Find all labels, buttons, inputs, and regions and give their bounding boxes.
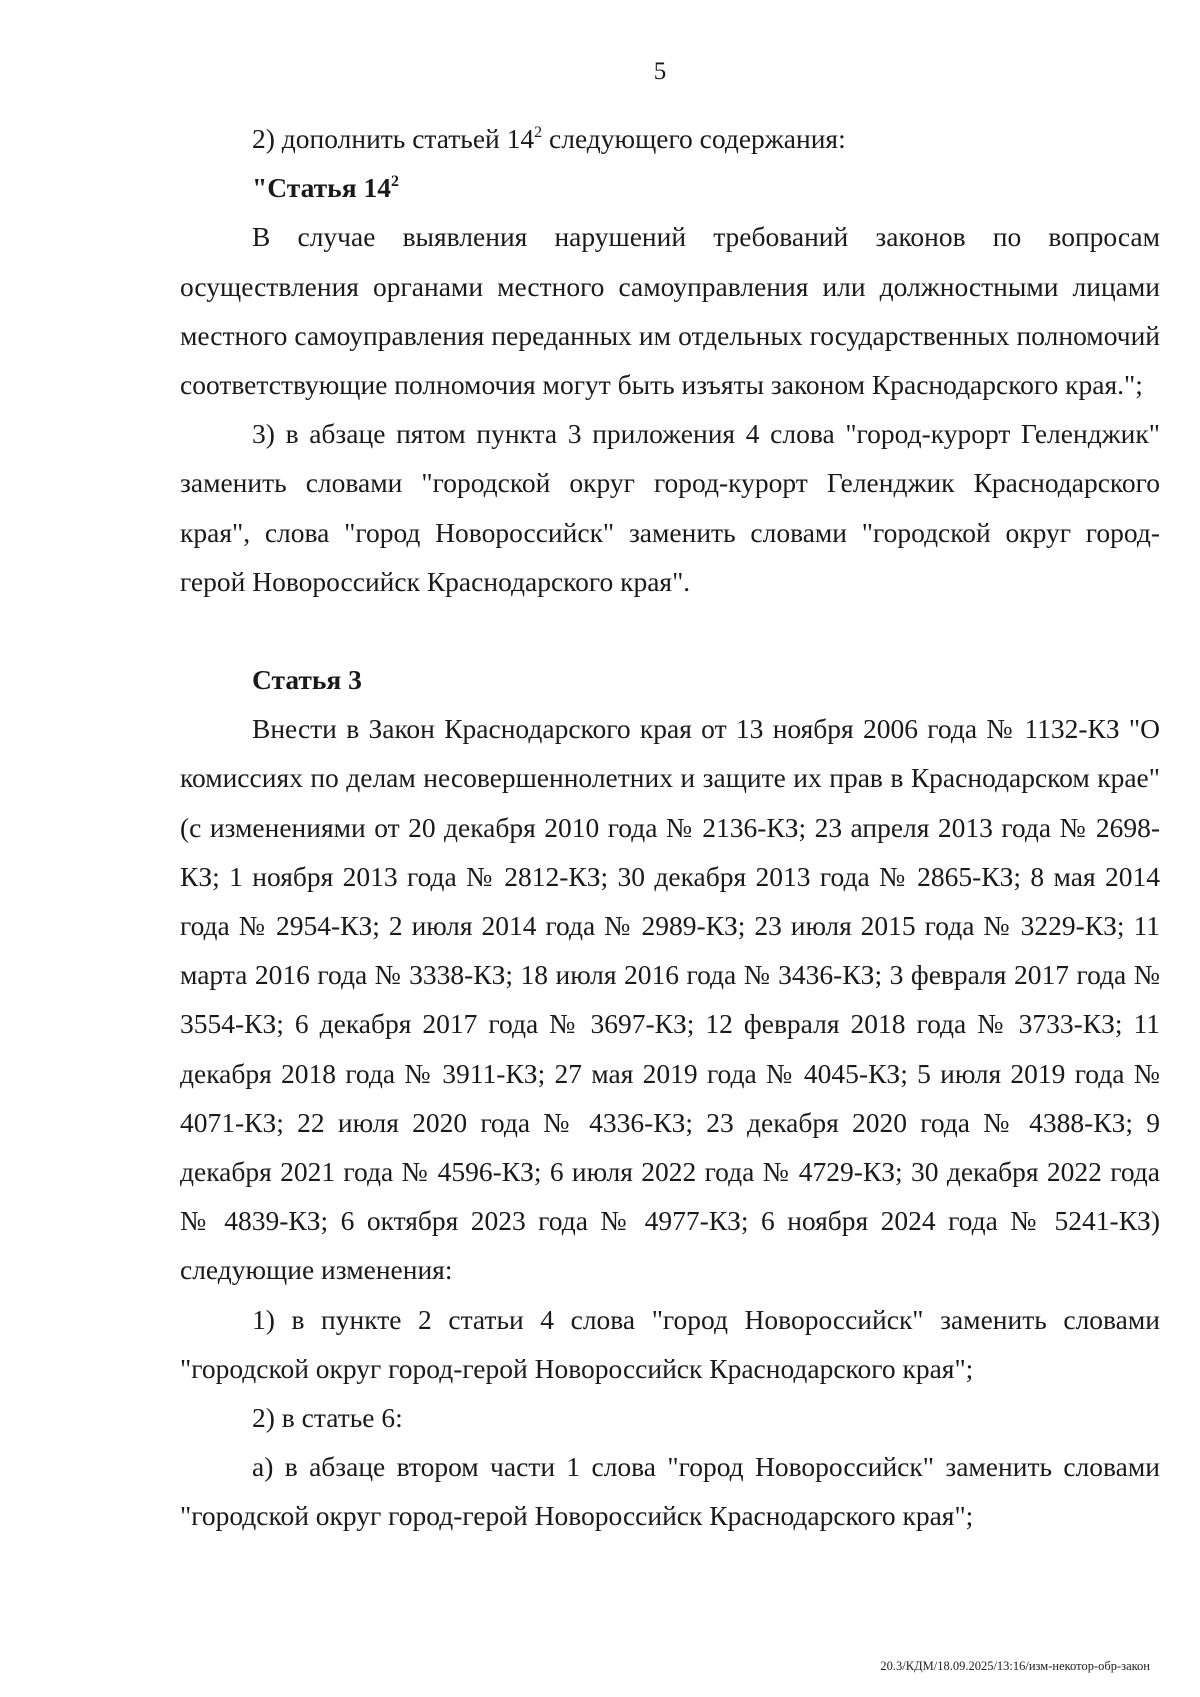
article-3-item-2: 2) в статье 6:: [252, 1402, 403, 1434]
document-body: [180, 114, 1160, 1541]
amendment-item-2-tail: следующего содержания:: [542, 123, 846, 154]
article-14-2-heading-sup: 2: [390, 173, 399, 191]
article-3-item-1: 1) в пункте 2 статьи 4 слова "город Новороссийск" заменить словами "городской округ город-герой Новороссийск Краснодарского края";: [180, 1303, 1160, 1384]
document-footer-code: 20.3/КДМ/18.09.2025/13:16/изм-некотор-обр-закон: [880, 1659, 1150, 1673]
amendment-item-3: 3) в абзаце пятом пункта 3 приложения 4 слова "город-курорт Геленджик" заменить словами "городской округ город-курорт Геленджик Краснодарского края", слова "город Новороссийск" заменить словами "городской округ город-герой Новороссийск Краснодарского края".: [180, 418, 1160, 597]
page-number: 5: [653, 58, 667, 85]
amendment-item-2-text: 2) дополнить статьей 14: [252, 123, 535, 154]
article-14-2-heading: [180, 163, 1160, 212]
article-3-intro: Внести в Закон Краснодарского края от 13 ноября 2006 года № 1132-КЗ "О комиссиях по делам несовершеннолетних и защите их прав в Краснодарском крае" (с изменениями от 20 декабря 2010 года № 2136-КЗ; 23 апреля 2013 года № 2698-КЗ; 1 ноября 2013 года № 2812-КЗ; 30 декабря 2013 года № 2865-КЗ; 8 мая 2014 года № 2954-КЗ; 2 июля 2014 года № 2989-КЗ; 23 июля 2015 года № 3229-КЗ; 11 марта 2016 года № 3338-КЗ; 18 июля 2016 года № 3436-КЗ; 3 февраля 2017 года № 3554-КЗ; 6 декабря 2017 года № 3697-КЗ; 12 февраля 2018 года № 3733-КЗ; 11 декабря 2018 года № 3911-КЗ; 27 мая 2019 года № 4045-КЗ; 5 июля 2019 года № 4071-КЗ; 22 июля 2020 года № 4336-КЗ; 23 декабря 2020 года № 4388-КЗ; 9 декабря 2021 года № 4596-КЗ; 6 июля 2022 года № 4729-КЗ; 30 декабря 2022 года № 4839-КЗ; 6 октября 2023 года № 4977-КЗ; 6 ноября 2024 года № 5241-КЗ) следующие изменения:: [180, 713, 1160, 1286]
amendment-item-2: [180, 114, 1160, 163]
article-14-2-heading-text: "Статья 14: [252, 172, 391, 204]
article-14-2-body: В случае выявления нарушений требований законов по вопросам осуществления органами местного самоуправления или должностными лицами местного самоуправления переданных им отдельных государственных полномочий соответствующие полномочия могут быть изъяты законом Краснодарского края.";: [180, 221, 1160, 401]
article-3-heading: Статья 3: [252, 664, 362, 696]
article-3-item-2a: а) в абзаце втором части 1 слова "город Новороссийск" заменить словами "городской округ город-герой Новороссийск Краснодарского края";: [180, 1451, 1160, 1532]
article-superscript: 2: [534, 124, 543, 141]
